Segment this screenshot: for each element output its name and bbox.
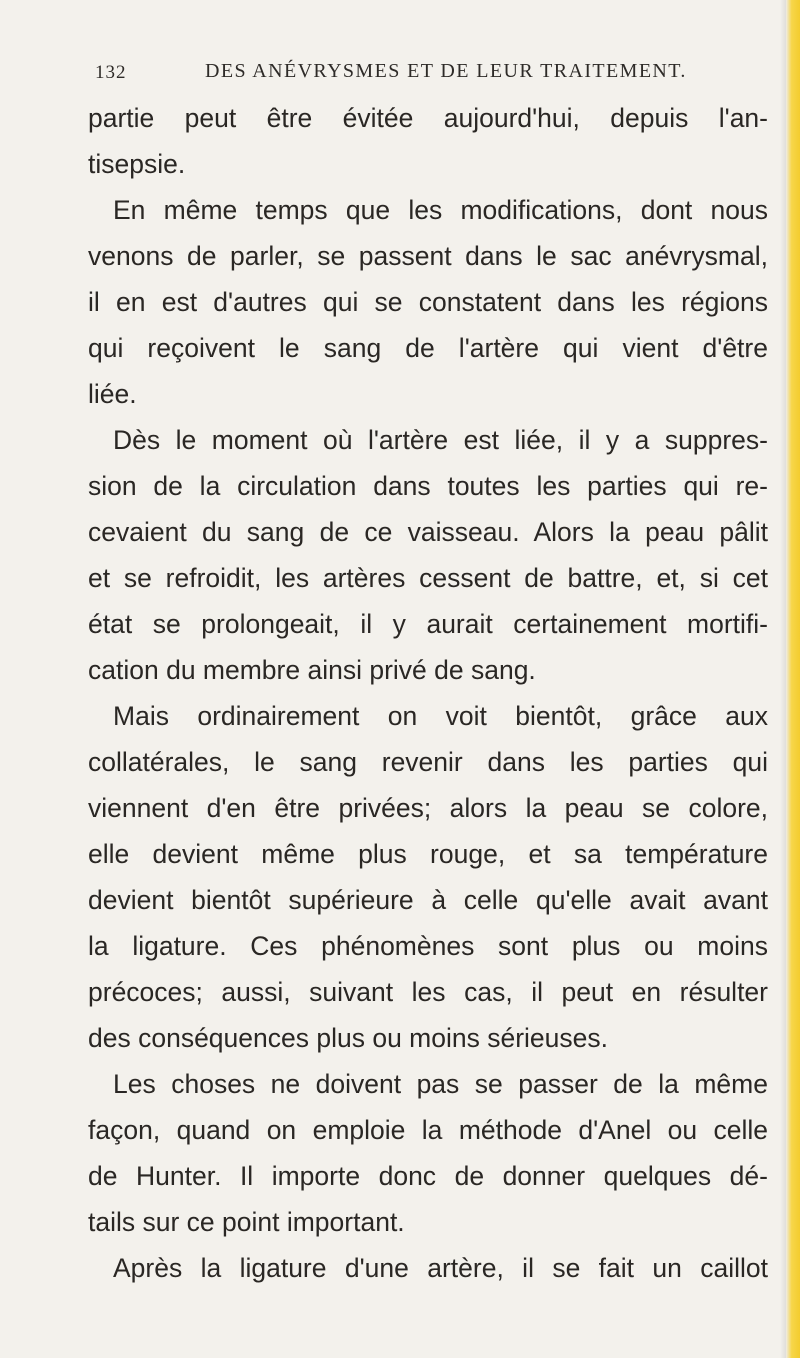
text-line: précoces; aussi, suivant les cas, il peut en résulter — [88, 977, 768, 1007]
text-line: sion de la circulation dans toutes les parties qui re- — [88, 471, 768, 501]
text-line: la ligature. Ces phénomènes sont plus ou moins — [88, 931, 768, 961]
text-line: partie peut être évitée aujourd'hui, depuis l'an- — [88, 103, 768, 133]
text-line: des conséquences plus ou moins sérieuses. — [88, 1023, 608, 1053]
text-line: il en est d'autres qui se constatent dans les régions — [88, 287, 768, 317]
text-line: collatérales, le sang revenir dans les parties qui — [88, 747, 768, 777]
text-line: qui reçoivent le sang de l'artère qui vient d'être — [88, 333, 768, 363]
text-line: tisepsie. — [88, 149, 186, 179]
page-edge — [786, 0, 800, 1358]
text-line: Dès le moment où l'artère est liée, il y a suppres- — [113, 425, 768, 455]
text-line: façon, quand on emploie la méthode d'Anel ou celle — [88, 1115, 768, 1145]
text-line: elle devient même plus rouge, et sa température — [88, 839, 768, 869]
text-line: cation du membre ainsi privé de sang. — [88, 655, 536, 685]
text-line: En même temps que les modifications, dont nous — [113, 195, 768, 225]
page-number: 132 — [95, 62, 127, 83]
text-line: cevaient du sang de ce vaisseau. Alors la peau pâlit — [88, 517, 768, 547]
text-line: devient bientôt supérieure à celle qu'elle avait avant — [88, 885, 768, 915]
text-line: Après la ligature d'une artère, il se fait un caillot — [113, 1253, 768, 1283]
running-head: DES ANÉVRYSMES ET DE LEUR TRAITEMENT. — [205, 60, 687, 82]
text-line: de Hunter. Il importe donc de donner quelques dé- — [88, 1161, 768, 1191]
page-header — [95, 50, 715, 83]
body-text — [88, 95, 778, 1291]
text-line: Les choses ne doivent pas se passer de la même — [113, 1069, 768, 1099]
text-line: Mais ordinairement on voit bientôt, grâce aux — [113, 701, 768, 731]
text-line: et se refroidit, les artères cessent de battre, et, si cet — [88, 563, 768, 593]
text-line: viennent d'en être privées; alors la peau se colore, — [88, 793, 768, 823]
text-line: liée. — [88, 379, 137, 409]
text-line: tails sur ce point important. — [88, 1207, 405, 1237]
text-line: état se prolongeait, il y aurait certainement mortifi- — [88, 609, 768, 639]
text-line: venons de parler, se passent dans le sac anévrysmal, — [88, 241, 768, 271]
